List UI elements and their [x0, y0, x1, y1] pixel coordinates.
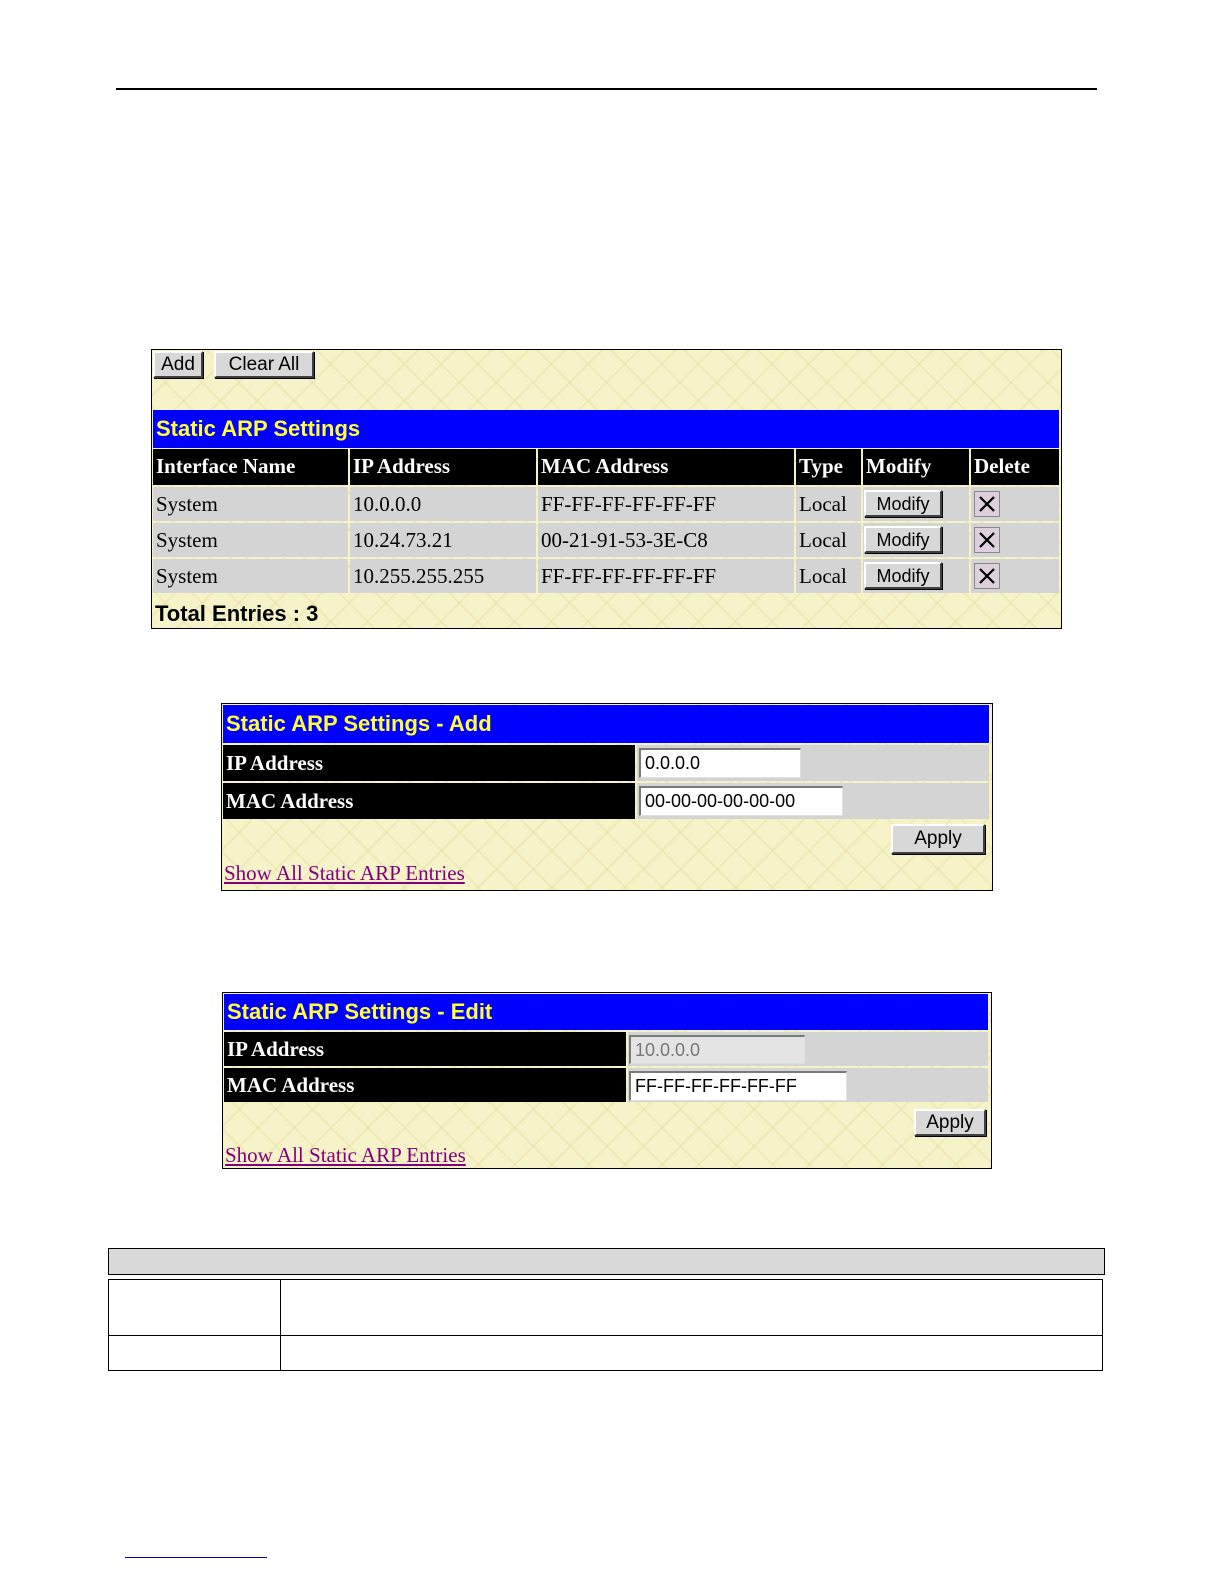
add-mac-input[interactable]: 00-00-00-00-00-00	[639, 786, 843, 816]
add-mac-label: MAC Address	[223, 783, 635, 819]
show-all-entries-link[interactable]: Show All Static ARP Entries	[224, 861, 465, 885]
page-top-rule	[116, 88, 1097, 90]
doc-table-header	[108, 1248, 1105, 1275]
cell-type: Local	[799, 492, 847, 516]
doc-table-row	[108, 1279, 1103, 1336]
add-button[interactable]: Add	[153, 351, 203, 378]
cell-interface: System	[156, 492, 218, 516]
close-x-icon	[978, 567, 996, 585]
clear-all-button[interactable]: Clear All	[214, 351, 314, 378]
doc-table-row	[108, 1335, 1103, 1371]
arp-table-title: Static ARP Settings	[153, 410, 1059, 448]
total-entries: Total Entries : 3	[155, 601, 319, 626]
col-delete: Delete	[971, 449, 1059, 485]
edit-form-panel	[222, 992, 992, 1169]
edit-mac-label: MAC Address	[224, 1068, 626, 1102]
col-mac-address: MAC Address	[538, 449, 794, 485]
close-x-icon	[978, 495, 996, 513]
col-modify: Modify	[863, 449, 969, 485]
doc-table-divider	[280, 1279, 281, 1371]
col-interface-name: Interface Name	[153, 449, 348, 485]
edit-ip-label: IP Address	[224, 1032, 626, 1066]
edit-apply-button[interactable]: Apply	[914, 1109, 986, 1136]
cell-type: Local	[799, 528, 847, 552]
delete-button[interactable]	[974, 527, 1000, 553]
arp-table-panel	[151, 349, 1062, 629]
close-x-icon	[978, 531, 996, 549]
add-form-title: Static ARP Settings - Add	[223, 705, 989, 743]
modify-button[interactable]: Modify	[864, 526, 942, 553]
add-ip-label: IP Address	[223, 745, 635, 781]
edit-mac-input[interactable]: FF-FF-FF-FF-FF-FF	[629, 1071, 847, 1101]
col-type: Type	[796, 449, 861, 485]
add-ip-input[interactable]: 0.0.0.0	[639, 748, 801, 778]
edit-ip-input: 10.0.0.0	[629, 1035, 805, 1064]
cell-ip: 10.255.255.255	[353, 564, 485, 588]
delete-button[interactable]	[974, 491, 1000, 517]
modify-button[interactable]: Modify	[864, 562, 942, 589]
cell-mac: FF-FF-FF-FF-FF-FF	[541, 492, 717, 516]
cell-mac: 00-21-91-53-3E-C8	[541, 528, 708, 552]
cell-ip: 10.24.73.21	[353, 528, 453, 552]
col-ip-address: IP Address	[350, 449, 536, 485]
add-apply-button[interactable]: Apply	[891, 824, 985, 854]
cell-interface: System	[156, 528, 218, 552]
cell-interface: System	[156, 564, 218, 588]
cell-mac: FF-FF-FF-FF-FF-FF	[541, 564, 717, 588]
add-form-panel	[221, 703, 993, 891]
cell-ip: 10.0.0.0	[353, 492, 422, 516]
delete-button[interactable]	[974, 563, 1000, 589]
edit-form-title: Static ARP Settings - Edit	[224, 994, 988, 1030]
footer-link-rule	[125, 1557, 267, 1558]
cell-type: Local	[799, 564, 847, 588]
show-all-entries-link[interactable]: Show All Static ARP Entries	[225, 1143, 466, 1167]
modify-button[interactable]: Modify	[864, 490, 942, 517]
